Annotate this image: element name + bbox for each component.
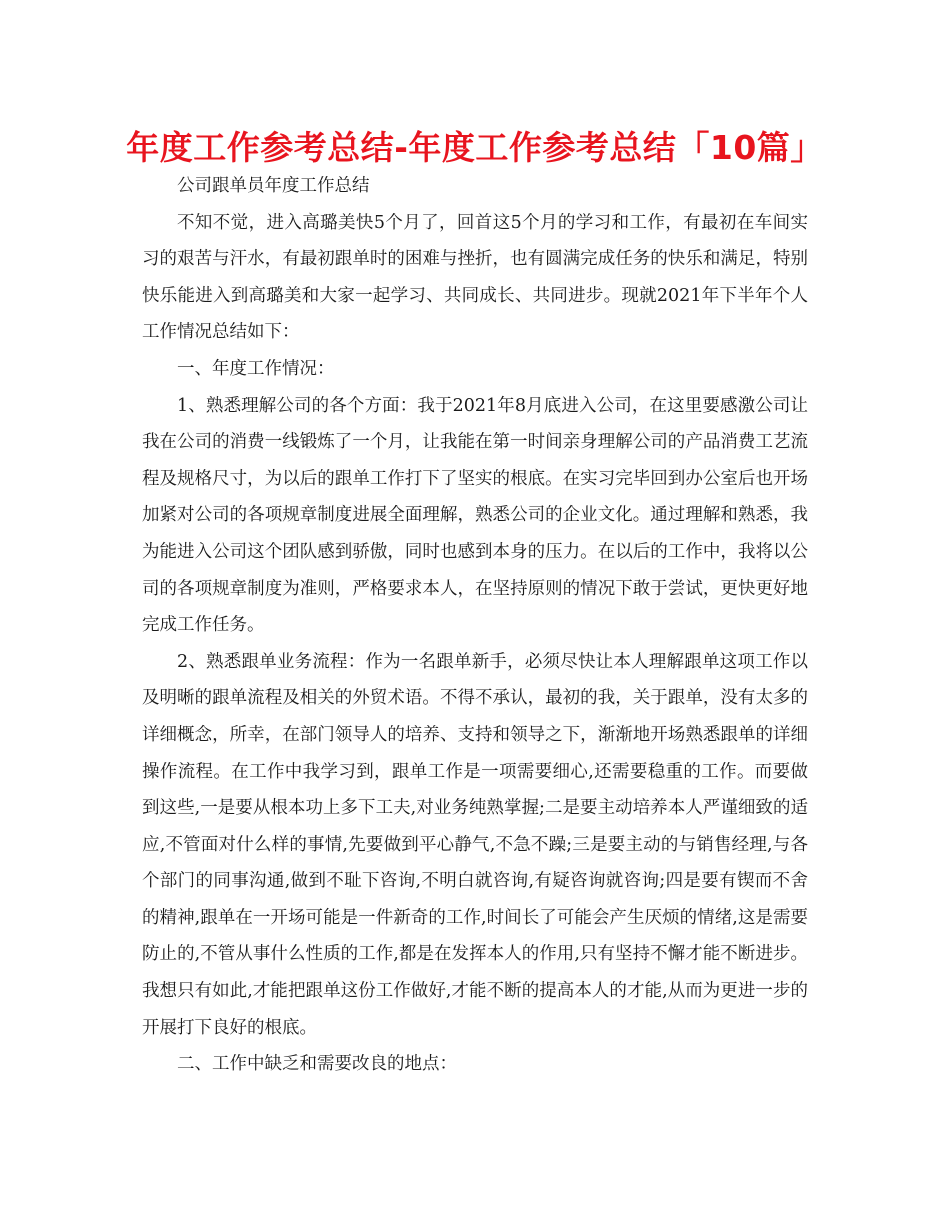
paragraph-intro: 不知不觉，进入高璐美快5个月了，回首这5个月的学习和工作，有最初在车间实习的艰苦与汗水，有最初跟单时的困难与挫折，也有圆满完成任务的快乐和满足，特别快乐能进入到高璐美和大家一起学习、共同成长、共同进步。现就2021年下半年个人工作情况总结如下： [142, 212, 808, 343]
document-title: 年度工作参考总结-年度工作参考总结「10篇」 [126, 128, 824, 167]
paragraph-item-1: 1、熟悉理解公司的各个方面：我于2021年8月底进入公司，在这里要感激公司让我在公司的消费一线锻炼了一个月，让我能在第一时间亲身理解公司的产品消费工艺流程及规格尺寸，为以后的跟单工作打下了坚实的根底。在实习完毕回到办公室后也开场加紧对公司的各项规章制度进展全面理解，熟悉公司的企业文化。通过理解和熟悉，我为能进入公司这个团队感到骄傲，同时也感到本身的压力。在以后的工作中，我将以公司的各项规章制度为准则，严格要求本人，在坚持原则的情况下敢于尝试，更快更好地完成工作任务。 [142, 395, 808, 636]
heading-section-1: 一、年度工作情况： [177, 358, 335, 379]
paragraph-item-2: 2、熟悉跟单业务流程：作为一名跟单新手，必须尽快让本人理解跟单这项工作以及明晰的跟单流程及相关的外贸术语。不得不承认，最初的我，关于跟单，没有太多的详细概念，所幸，在部门领导人的培养、支持和领导之下，渐渐地开场熟悉跟单的详细操作流程。在工作中我学习到，跟单工作是一项需要细心,还需要稳重的工作。而要做到这些,一是要从根本功上多下工夫,对业务纯熟掌握;二是要主动培养本人严谨细致的适应,不管面对什么样的事情,先要做到平心静气,不急不躁;三是要主动的与销售经理,与各个部门的同事沟通,做到不耻下咨询,不明白就咨询,有疑咨询就咨询;四是要有锲而不舍的精神,跟单在一开场可能是一件新奇的工作,时间长了可能会产生厌烦的情绪,这是需要防止的,不管从事什么性质的工作,都是在发挥本人的作用,只有坚持不懈才能不断进步。我想只有如此,才能把跟单这份工作做好,才能不断的提高本人的才能,从而为更进一步的开展打下良好的根底。 [142, 651, 808, 1038]
document-body [142, 168, 808, 1083]
heading-section-2: 二、工作中缺乏和需要改良的地点： [177, 1054, 457, 1075]
section-subtitle: 公司跟单员年度工作总结 [177, 176, 370, 196]
